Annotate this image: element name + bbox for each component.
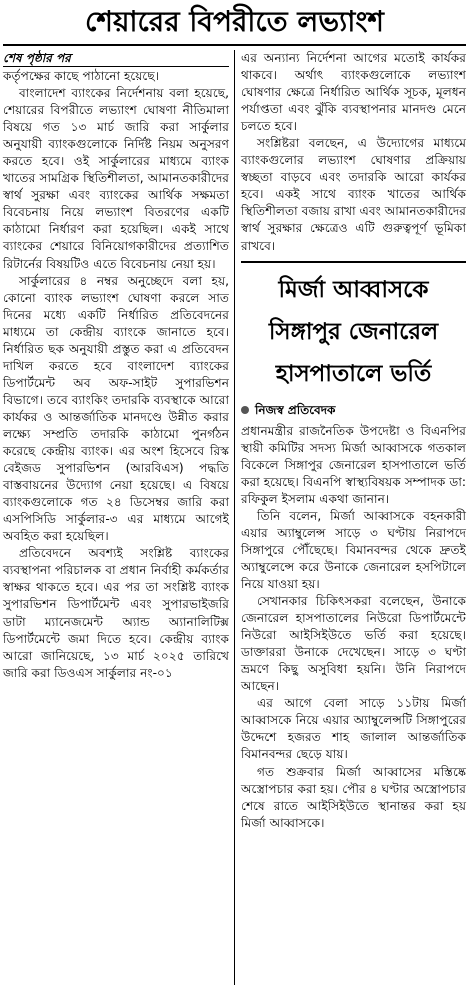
article-paragraph: এর অন্যান্য নির্দেশনা আগের মতোই কার্যকর থাকবে। অর্থাৎ ব্যাংকগুলোকে লভ্যাংশ ঘোষণার ক্ষেত্রে নির্ধারিত আর্থিক সূচক, মূলধন পর্যাপ্ততা এবং ঝুঁকি ব্যবস্থাপনার মানদণ্ড মেনে চলতে হবে। <box>241 51 466 134</box>
continued-rule <box>3 66 229 67</box>
right-column <box>241 50 466 832</box>
story-paragraph: এর আগে বেলা সাড়ে ১১টায় মির্জা আব্বাসকে নিয়ে এয়ার অ্যাম্বুলেন্সটি সিঙ্গাপুরের উদ্দেশে হজরত শাহ জালাল আন্তর্জাতিক বিমানবন্দর ছেড়ে যায়। <box>241 696 466 762</box>
article-paragraph: সার্কুলারের ৪ নম্বর অনুচ্ছেদে বলা হয়, কোনো ব্যাংক লভ্যাংশ ঘোষণা করলে সাত দিনের মধ্যে একটি নির্ধারিত প্রতিবেদনের মাধ্যমে তা কেন্দ্রীয় ব্যাংকে জানাতে হবে। নির্ধারিত ছক অনুযায়ী প্রস্তুত করা এ প্রতিবেদন দাখিল করতে হবে বাংলাদেশ ব্যাংকের ডিপার্টমেন্ট অব অফ-সাইট সুপারভিশন বিভাগে। তবে ব্যাংকিং তদারকি ব্যবস্থাকে আরো কার্যকর ও আন্তর্জাতিক মানদণ্ডে উন্নীত করার লক্ষ্যে সম্প্রতি তদারকি কাঠামো পুনর্গঠন করেছে কেন্দ্রীয় ব্যাংক। এর অংশ হিসেবে রিস্ক বেইজড সুপারভিশন (আরবিএস) পদ্ধতি বাস্তবায়নের উদ্যোগ নেয়া হয়েছে। এ বিষয়ে ব্যাংকগুলোকে গত ২৪ ডিসেম্বর জারি করা এসপিসিডি সার্কুলার-৩ এর মাধ্যমে আগেই অবহিত করা হয়েছিল। <box>3 273 229 544</box>
continued-label: শেষ পৃষ্ঠার পর <box>3 51 71 65</box>
byline-text: নিজস্ব প্রতিবেদক <box>255 402 336 417</box>
headline-rule <box>3 44 466 46</box>
main-headline: শেয়ারের বিপরীতে লভ্যাংশ <box>85 5 384 38</box>
article-paragraph: সংশ্লিষ্টরা বলছেন, এ উদ্যোগের মাধ্যমে ব্যাংকগুলোর লভ্যাংশ ঘোষণার প্রক্রিয়ায় স্বচ্ছতা বাড়বে এবং তদারকি আরো কার্যকর হবে। একই সাথে ব্যাংক খাতের আর্থিক স্থিতিশীলতা বজায় রাখা এবং আমানতকারীদের স্বার্থ সুরক্ষার ক্ষেত্রেও এটি গুরুত্বপূর্ণ ভূমিকা রাখবে। <box>241 136 466 253</box>
section-rule <box>241 261 466 263</box>
column-divider <box>234 50 235 985</box>
story-paragraph: গত শুক্রবার মির্জা আব্বাসের মস্তিষ্কে অস্ত্রোপচার করা হয়। পৌর ৪ ঘণ্টার অস্ত্রোপচার শেষে রাতে আইসিইউতে স্থানান্তর করা হয় মির্জা আব্বাসকে। <box>241 764 466 830</box>
story-paragraph: সেখানকার চিকিৎসকরা বলেছেন, উনাকে জেনারেল হাসপাতালের নিউরো ডিপার্টমেন্টে নিউরো আইসিইউতে ভর্তি করা হয়েছে। ডাক্তাররা উনাকে দেখেছেন। সাড়ে ৩ ঘণ্টা ভ্রমণে কিছু অসুবিধা হয়নি। উনি নিরাপদে আছেন। <box>241 594 466 694</box>
story-paragraph: তিনি বলেন, মির্জা আব্বাসকে বহনকারী এয়ার অ্যাম্বুলেন্স সাড়ে ৩ ঘণ্টায় নিরাপদে সিঙ্গাপুরে পৌঁছেছে। বিমানবন্দর থেকে দ্রুতই অ্যাম্বুলেন্সে করে উনাকে জেনারেল হসপিটালে নিয়ে যাওয়া হয়। <box>241 508 466 591</box>
story-headline-line: মির্জা আব্বাসকে <box>278 276 429 303</box>
bullet-icon <box>241 406 249 414</box>
story-headline-line: হাসপাতালে ভর্তি <box>275 360 432 387</box>
article-paragraph: কর্তৃপক্ষের কাছে পাঠানো হয়েছে। <box>3 69 160 83</box>
byline <box>241 401 466 419</box>
story-headline-line: সিঙ্গাপুর জেনারেল <box>268 318 439 345</box>
story-paragraph: প্রধানমন্ত্রীর রাজনৈতিক উপদেষ্টা ও বিএনপির স্থায়ী কমিটির সদস্য মির্জা আব্বাসকে গতকাল বিকেলে সিঙ্গাপুর জেনারেল হাসপাতালে ভর্তি করা হয়েছে। বিএনপি স্বাস্থ্যবিষয়ক সম্পাদক ডা: রফিকুল ইসলাম একথা জানান। <box>241 423 466 506</box>
left-column <box>3 50 229 682</box>
article-paragraph: বাংলাদেশ ব্যাংকের নির্দেশনায় বলা হয়েছে, শেয়ারের বিপরীতে লভ্যাংশ ঘোষণা নীতিমালা বিষয়ে গত ১৩ মার্চ জারি করা সার্কুলার অনুযায়ী ব্যাংকগুলোকে নির্দিষ্ট নিয়ম অনুসরণ করতে হবে। ওই সার্কুলারের মাধ্যমে ব্যাংক খাতের সামগ্রিক স্থিতিশীলতা, আমানতকারীদের স্বার্থ সুরক্ষা এবং ব্যাংকের আর্থিক সক্ষমতা বিবেচনায় নিয়ে লভ্যাংশ বিতরণের একটি কাঠামো নির্ধারণ করা হয়েছিল। একই সাথে ব্যাংকের শেয়ারে বিনিয়োগকারীদের প্রত্যাশিত রিটার্নের বিষয়টিও এতে বিবেচনায় নেয়া হয়। <box>3 86 229 271</box>
article-paragraph: প্রতিবেদনে অবশ্যই সংশ্লিষ্ট ব্যাংকের ব্যবস্থাপনা পরিচালক বা প্রধান নির্বাহী কর্মকর্তার স্বাক্ষর থাকতে হবে। এর পর তা সংশ্লিষ্ট ব্যাংক সুপারভিশন ডিপার্টমেন্ট এবং সুপারভাইজরি ডাটা ম্যানেজমেন্ট অ্যান্ড অ্যানালিটিক্স ডিপার্টমেন্টে জমা দিতে হবে। কেন্দ্রীয় ব্যাংক আরো জানিয়েছে, ১৩ মার্চ ২০২৫ তারিখে জারি করা ডিওএস সার্কুলার নং-০১ <box>3 546 229 680</box>
